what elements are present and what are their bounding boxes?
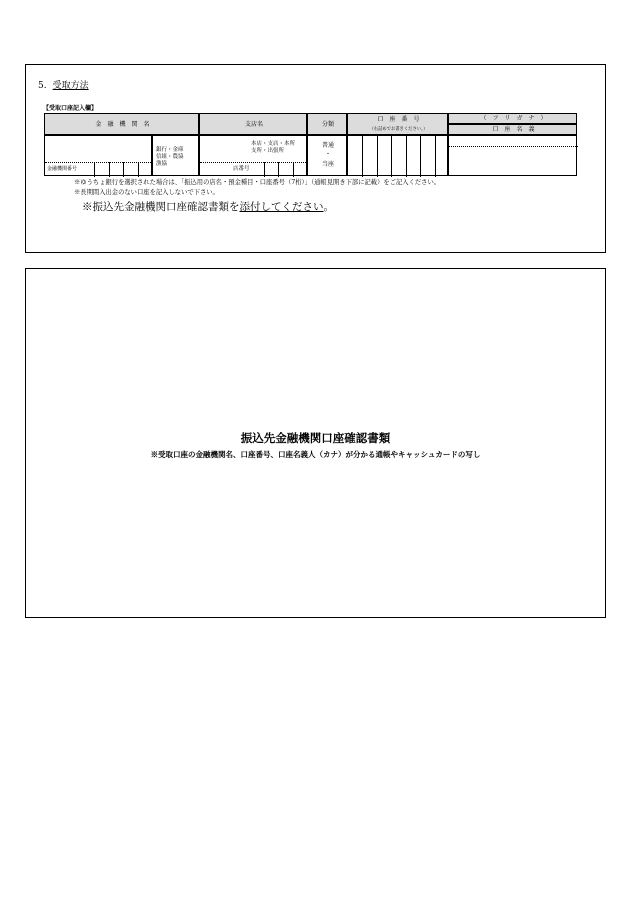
attachment-title: 振込先金融機関口座確認書類	[240, 431, 391, 445]
header-bank-name: 金 融 機 関 名	[95, 121, 150, 128]
note-attach-text-a: ※振込先金融機関口座確認書類を	[82, 201, 240, 213]
header-account-holder-cell	[448, 124, 577, 135]
branch-input-cell[interactable]	[199, 135, 307, 176]
branch-type-option-2: 支所・出張所	[251, 148, 285, 154]
section-heading	[38, 78, 89, 91]
bank-type-cell[interactable]	[152, 135, 199, 176]
header-account-number: 口 座 番 号	[377, 116, 420, 123]
branch-code-label: 店番号	[233, 166, 250, 172]
header-bank-name-cell	[44, 113, 199, 135]
account-number-input-cell[interactable]	[347, 135, 448, 176]
section-title: 受取方法	[52, 81, 89, 91]
header-account-number-cell	[347, 113, 448, 135]
note-attach-document	[82, 199, 334, 214]
branch-type-option-1: 本店・支店・本所	[251, 141, 296, 147]
note-attach-text-b: 添付してください	[239, 201, 324, 213]
bank-code-label: 金融機関番号	[47, 166, 78, 172]
header-branch-name: 支店名	[244, 121, 263, 128]
attachment-subtitle: ※受取口座の金融機関名、口座番号、口座名義人（カナ）が分かる通帳やキャッシュカードの写し	[150, 450, 481, 459]
header-furigana-cell	[448, 113, 577, 124]
section-number: 5.	[38, 81, 47, 91]
header-account-number-note: （右詰めでお書きください。）	[369, 127, 428, 132]
account-type-separator: ・	[324, 151, 331, 158]
bank-type-option-2: 信組・農協	[156, 154, 184, 160]
header-furigana: （ フ リ ガ ナ ）	[480, 115, 547, 122]
header-account-holder: 口 座 名 義	[492, 126, 535, 133]
table-label: 【受取口座記入欄】	[43, 105, 98, 112]
bank-name-input-cell[interactable]	[44, 135, 152, 176]
bank-type-option-1: 銀行・金庫	[156, 147, 184, 153]
header-type: 分類	[321, 121, 334, 128]
header-branch-cell	[199, 113, 307, 135]
payment-method-section	[25, 64, 606, 253]
account-type-cell[interactable]	[307, 135, 347, 176]
account-type-current: 当座	[321, 161, 334, 168]
account-table	[44, 113, 577, 176]
bank-type-option-3: 漁協	[156, 161, 168, 167]
attachment-area[interactable]	[25, 268, 606, 618]
header-type-cell	[307, 113, 347, 135]
note-japan-post: ※ゆうちょ銀行を選択された場合は、「振込用の店名・預金種目・口座番号（7桁）」（通帳見開き下部に記載）をご記入ください。	[74, 179, 441, 186]
note-dormant-account: ※長期間入出金のない口座を記入しないで下さい。	[74, 189, 219, 196]
note-attach-text-c: 。	[323, 201, 334, 213]
account-holder-input-cell[interactable]	[448, 135, 577, 176]
account-type-ordinary: 普通	[321, 142, 334, 149]
